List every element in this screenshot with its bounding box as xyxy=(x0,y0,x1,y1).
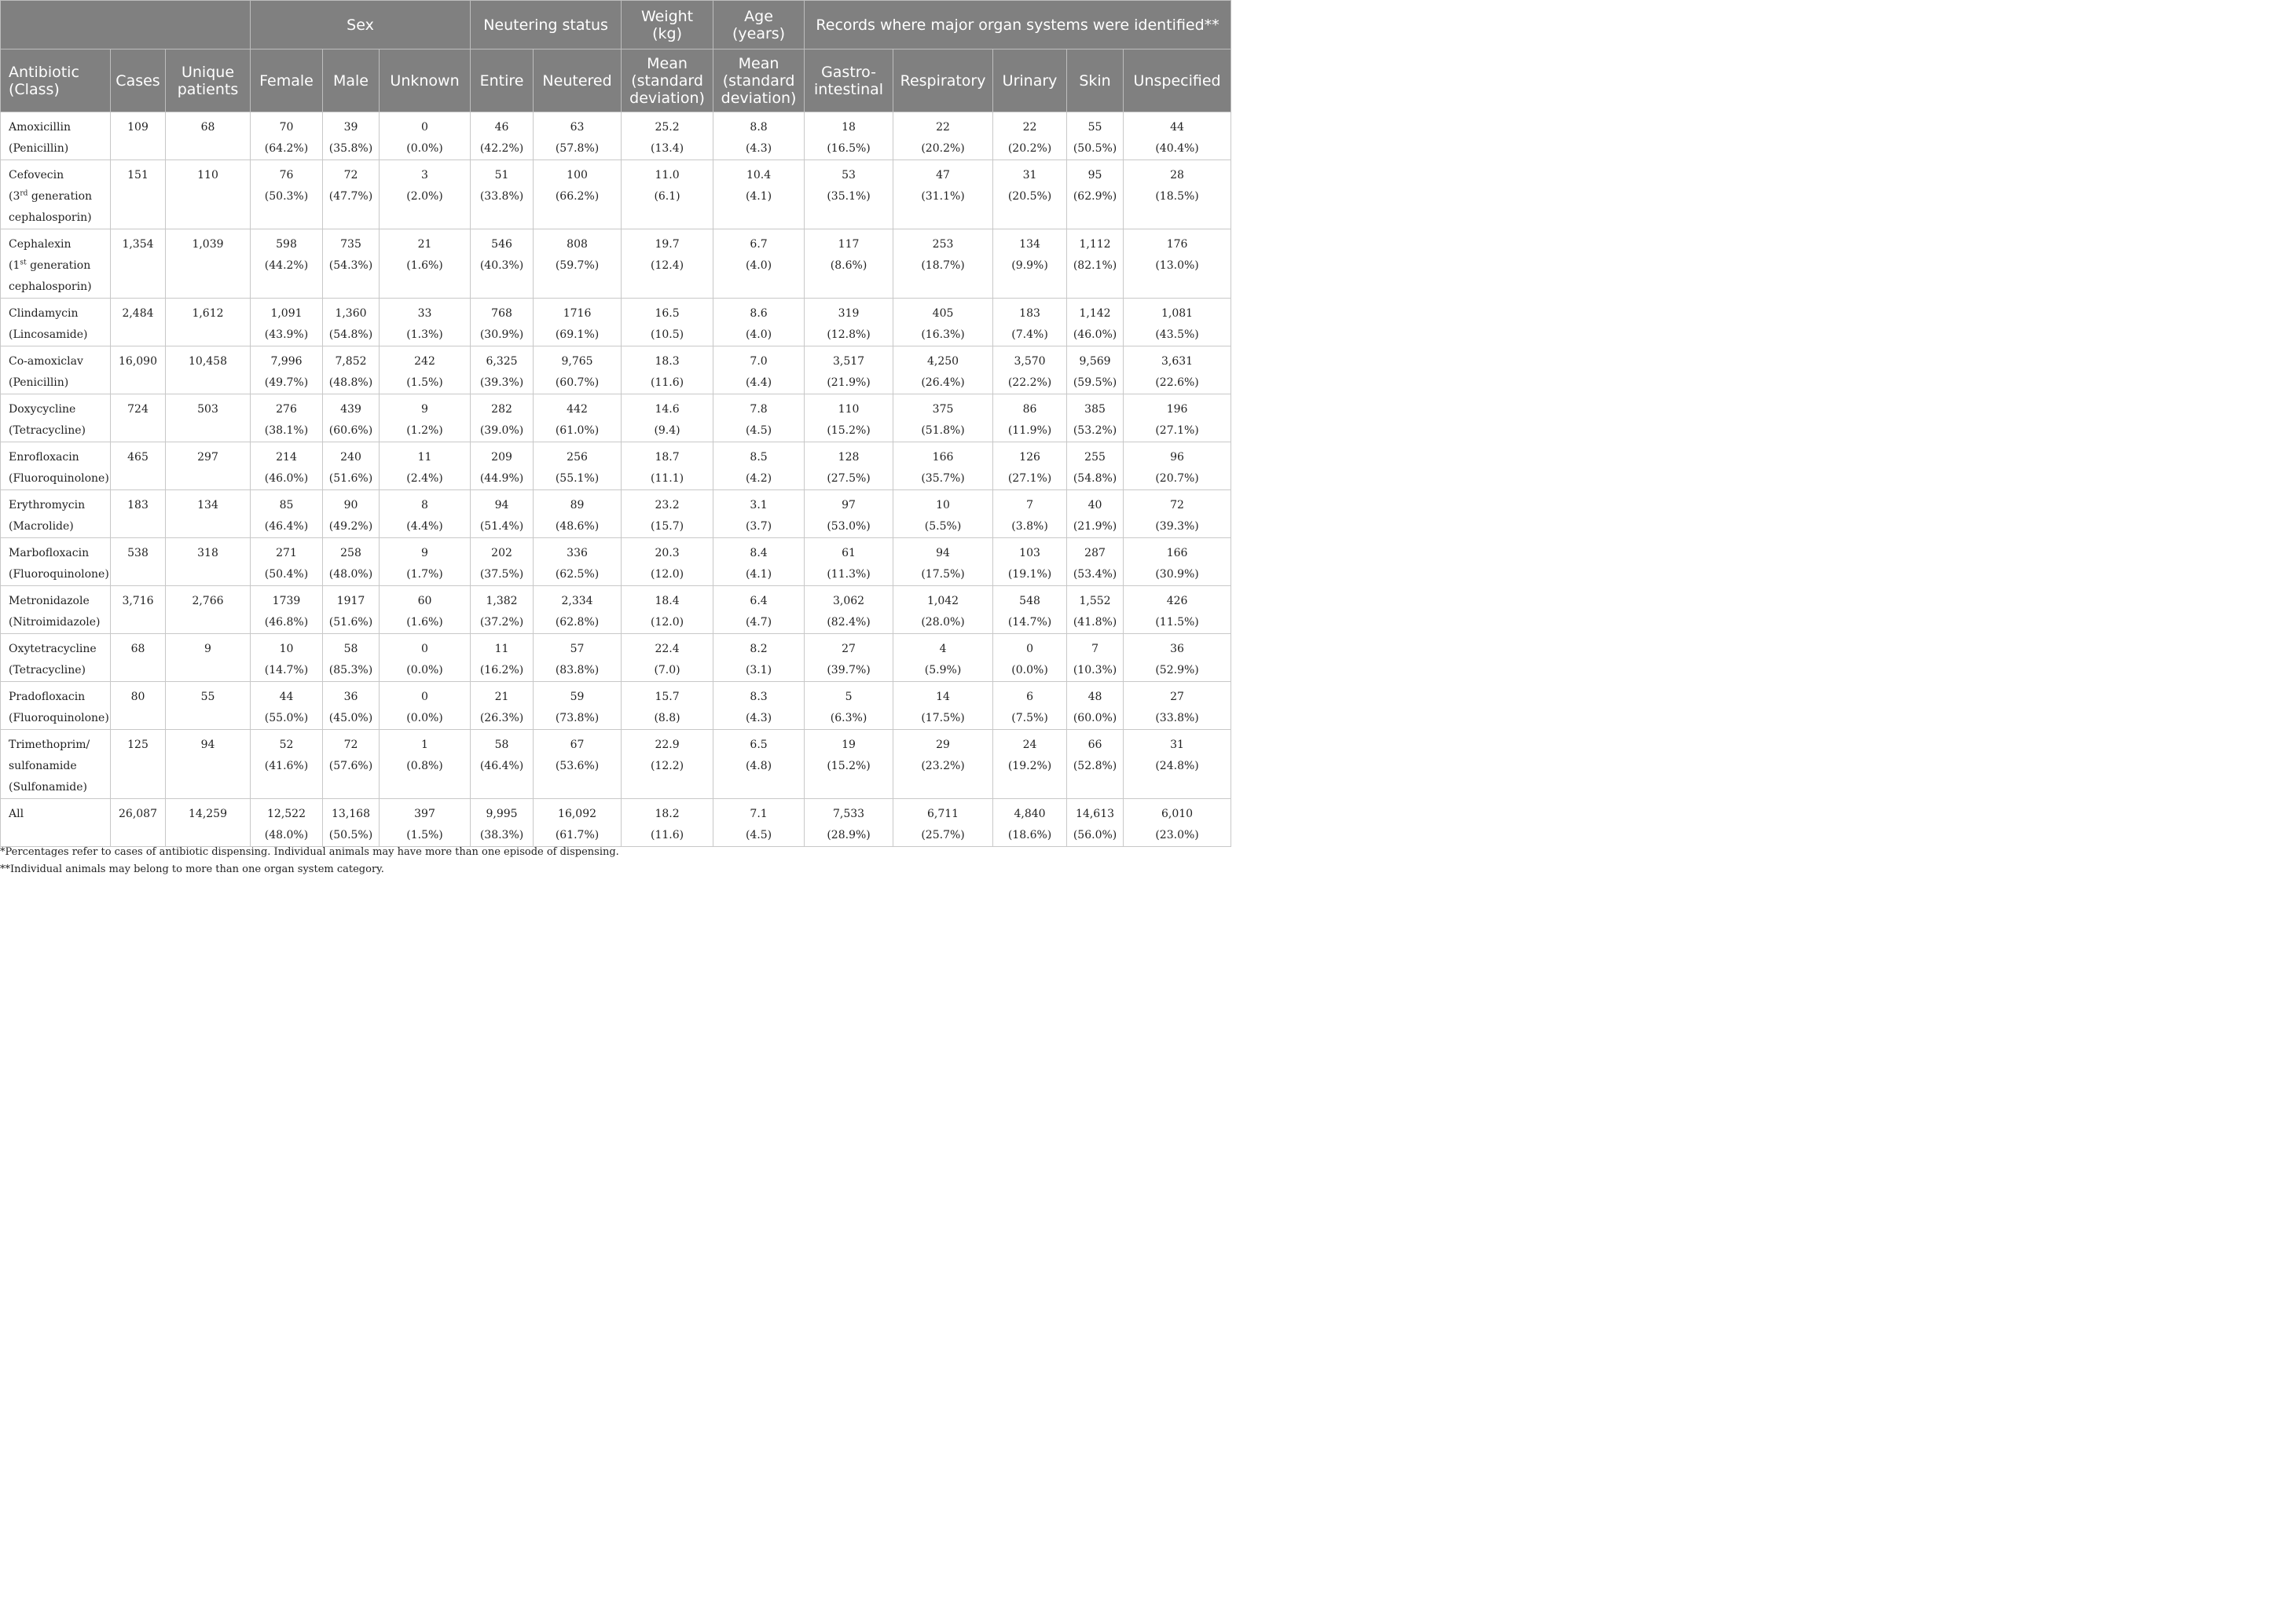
cell-skin: 7 (10.3%) xyxy=(1067,634,1124,682)
header-group-sex: Sex xyxy=(251,1,471,49)
cell-unique-patients: 2,766 xyxy=(166,586,251,634)
cell-antibiotic: Amoxicillin (Penicillin) xyxy=(1,112,111,160)
cell-male: 36 (45.0%) xyxy=(323,682,380,730)
cell-neutered: 2,334 (62.8%) xyxy=(534,586,622,634)
cell-unknown: 8 (4.4%) xyxy=(380,490,471,538)
cell-skin: 1,142 (46.0%) xyxy=(1067,299,1124,346)
cell-entire: 11 (16.2%) xyxy=(471,634,534,682)
cell-skin: 40 (21.9%) xyxy=(1067,490,1124,538)
cell-gi: 18 (16.5%) xyxy=(805,112,893,160)
cell-resp: 405 (16.3%) xyxy=(893,299,993,346)
cell-cases: 125 xyxy=(111,730,166,799)
table-row xyxy=(1,160,1231,229)
cell-urinary: 6 (7.5%) xyxy=(993,682,1067,730)
cell-antibiotic: Trimethoprim/ sulfonamide (Sulfonamide) xyxy=(1,730,111,799)
cell-skin: 14,613 (56.0%) xyxy=(1067,799,1124,847)
cell-unique-patients: 94 xyxy=(166,730,251,799)
cell-female: 44 (55.0%) xyxy=(251,682,323,730)
cell-entire: 202 (37.5%) xyxy=(471,538,534,586)
table-row xyxy=(1,299,1231,346)
cell-entire: 9,995 (38.3%) xyxy=(471,799,534,847)
cell-female: 1739 (46.8%) xyxy=(251,586,323,634)
cell-gi: 319 (12.8%) xyxy=(805,299,893,346)
cell-urinary: 86 (11.9%) xyxy=(993,394,1067,442)
cell-unique-patients: 318 xyxy=(166,538,251,586)
col-weight-mean-sd: Mean (standard deviation) xyxy=(622,49,713,112)
cell-unique-patients: 55 xyxy=(166,682,251,730)
cell-unspec: 166 (30.9%) xyxy=(1124,538,1231,586)
cell-female: 76 (50.3%) xyxy=(251,160,323,229)
cell-neutered: 57 (83.8%) xyxy=(534,634,622,682)
table-row xyxy=(1,586,1231,634)
cell-antibiotic: Co-amoxiclav (Penicillin) xyxy=(1,346,111,394)
cell-unspec: 3,631 (22.6%) xyxy=(1124,346,1231,394)
cell-neutered: 63 (57.8%) xyxy=(534,112,622,160)
cell-gi: 97 (53.0%) xyxy=(805,490,893,538)
cell-antibiotic: Cefovecin (3rd generation cephalosporin) xyxy=(1,160,111,229)
cell-unknown: 3 (2.0%) xyxy=(380,160,471,229)
cell-entire: 1,382 (37.2%) xyxy=(471,586,534,634)
cell-age: 7.1 (4.5) xyxy=(713,799,805,847)
cell-entire: 6,325 (39.3%) xyxy=(471,346,534,394)
cell-resp: 1,042 (28.0%) xyxy=(893,586,993,634)
cell-age: 10.4 (4.1) xyxy=(713,160,805,229)
cell-age: 7.0 (4.4) xyxy=(713,346,805,394)
cell-unknown: 397 (1.5%) xyxy=(380,799,471,847)
cell-cases: 465 xyxy=(111,442,166,490)
header-group-neutering: Neutering status xyxy=(471,1,622,49)
cell-weight: 18.2 (11.6) xyxy=(622,799,713,847)
cell-urinary: 548 (14.7%) xyxy=(993,586,1067,634)
cell-skin: 1,112 (82.1%) xyxy=(1067,229,1124,299)
col-male: Male xyxy=(323,49,380,112)
cell-antibiotic: All xyxy=(1,799,111,847)
cell-neutered: 256 (55.1%) xyxy=(534,442,622,490)
cell-female: 7,996 (49.7%) xyxy=(251,346,323,394)
cell-gi: 128 (27.5%) xyxy=(805,442,893,490)
cell-weight: 22.4 (7.0) xyxy=(622,634,713,682)
cell-unknown: 11 (2.4%) xyxy=(380,442,471,490)
footnote-2: **Individual animals may belong to more than one organ system category. xyxy=(0,863,384,875)
cell-skin: 95 (62.9%) xyxy=(1067,160,1124,229)
cell-cases: 16,090 xyxy=(111,346,166,394)
col-cases: Cases xyxy=(111,49,166,112)
cell-resp: 22 (20.2%) xyxy=(893,112,993,160)
cell-male: 439 (60.6%) xyxy=(323,394,380,442)
cell-female: 1,091 (43.9%) xyxy=(251,299,323,346)
col-female: Female xyxy=(251,49,323,112)
col-respiratory: Respiratory xyxy=(893,49,993,112)
header-group-weight: Weight (kg) xyxy=(622,1,713,49)
table-row xyxy=(1,538,1231,586)
cell-male: 39 (35.8%) xyxy=(323,112,380,160)
cell-resp: 375 (51.8%) xyxy=(893,394,993,442)
cell-antibiotic: Doxycycline (Tetracycline) xyxy=(1,394,111,442)
cell-resp: 47 (31.1%) xyxy=(893,160,993,229)
cell-resp: 4 (5.9%) xyxy=(893,634,993,682)
cell-unknown: 0 (0.0%) xyxy=(380,634,471,682)
cell-resp: 253 (18.7%) xyxy=(893,229,993,299)
cell-resp: 6,711 (25.7%) xyxy=(893,799,993,847)
cell-gi: 5 (6.3%) xyxy=(805,682,893,730)
cell-cases: 1,354 xyxy=(111,229,166,299)
cell-unspec: 96 (20.7%) xyxy=(1124,442,1231,490)
cell-age: 8.4 (4.1) xyxy=(713,538,805,586)
cell-female: 276 (38.1%) xyxy=(251,394,323,442)
cell-male: 1,360 (54.8%) xyxy=(323,299,380,346)
cell-male: 90 (49.2%) xyxy=(323,490,380,538)
cell-female: 52 (41.6%) xyxy=(251,730,323,799)
cell-unspec: 31 (24.8%) xyxy=(1124,730,1231,799)
cell-unspec: 72 (39.3%) xyxy=(1124,490,1231,538)
cell-unique-patients: 297 xyxy=(166,442,251,490)
cell-neutered: 67 (53.6%) xyxy=(534,730,622,799)
cell-male: 58 (85.3%) xyxy=(323,634,380,682)
cell-unknown: 9 (1.2%) xyxy=(380,394,471,442)
cell-age: 6.5 (4.8) xyxy=(713,730,805,799)
cell-resp: 94 (17.5%) xyxy=(893,538,993,586)
cell-resp: 29 (23.2%) xyxy=(893,730,993,799)
cell-age: 8.8 (4.3) xyxy=(713,112,805,160)
cell-urinary: 31 (20.5%) xyxy=(993,160,1067,229)
cell-urinary: 24 (19.2%) xyxy=(993,730,1067,799)
cell-weight: 14.6 (9.4) xyxy=(622,394,713,442)
cell-entire: 21 (26.3%) xyxy=(471,682,534,730)
cell-unknown: 9 (1.7%) xyxy=(380,538,471,586)
table-row xyxy=(1,112,1231,160)
cell-resp: 4,250 (26.4%) xyxy=(893,346,993,394)
ordinal-superscript: st xyxy=(20,258,27,267)
cell-skin: 55 (50.5%) xyxy=(1067,112,1124,160)
cell-entire: 546 (40.3%) xyxy=(471,229,534,299)
cell-cases: 724 xyxy=(111,394,166,442)
table-row xyxy=(1,682,1231,730)
cell-neutered: 89 (48.6%) xyxy=(534,490,622,538)
cell-urinary: 7 (3.8%) xyxy=(993,490,1067,538)
cell-gi: 61 (11.3%) xyxy=(805,538,893,586)
table-row xyxy=(1,490,1231,538)
col-skin: Skin xyxy=(1067,49,1124,112)
col-age-mean-sd: Mean (standard deviation) xyxy=(713,49,805,112)
cell-age: 8.3 (4.3) xyxy=(713,682,805,730)
cell-female: 12,522 (48.0%) xyxy=(251,799,323,847)
cell-entire: 768 (30.9%) xyxy=(471,299,534,346)
table-row xyxy=(1,394,1231,442)
table-row xyxy=(1,730,1231,799)
cell-neutered: 808 (59.7%) xyxy=(534,229,622,299)
cell-male: 1917 (51.6%) xyxy=(323,586,380,634)
cell-neutered: 1716 (69.1%) xyxy=(534,299,622,346)
cell-female: 598 (44.2%) xyxy=(251,229,323,299)
table-row xyxy=(1,634,1231,682)
cell-antibiotic: Pradofloxacin (Fluoroquinolone) xyxy=(1,682,111,730)
cell-entire: 209 (44.9%) xyxy=(471,442,534,490)
cell-unique-patients: 10,458 xyxy=(166,346,251,394)
cell-male: 13,168 (50.5%) xyxy=(323,799,380,847)
cell-unique-patients: 110 xyxy=(166,160,251,229)
cell-antibiotic: Cephalexin (1st generation cephalosporin) xyxy=(1,229,111,299)
cell-weight: 18.7 (11.1) xyxy=(622,442,713,490)
cell-unknown: 242 (1.5%) xyxy=(380,346,471,394)
cell-age: 8.6 (4.0) xyxy=(713,299,805,346)
antibiotic-summary-table xyxy=(0,0,1231,847)
col-unique-patients: Unique patients xyxy=(166,49,251,112)
cell-age: 7.8 (4.5) xyxy=(713,394,805,442)
cell-age: 6.4 (4.7) xyxy=(713,586,805,634)
cell-gi: 3,062 (82.4%) xyxy=(805,586,893,634)
cell-weight: 23.2 (15.7) xyxy=(622,490,713,538)
cell-female: 85 (46.4%) xyxy=(251,490,323,538)
cell-urinary: 3,570 (22.2%) xyxy=(993,346,1067,394)
cell-female: 214 (46.0%) xyxy=(251,442,323,490)
cell-age: 3.1 (3.7) xyxy=(713,490,805,538)
cell-unspec: 6,010 (23.0%) xyxy=(1124,799,1231,847)
cell-gi: 110 (15.2%) xyxy=(805,394,893,442)
cell-unspec: 1,081 (43.5%) xyxy=(1124,299,1231,346)
cell-antibiotic: Enrofloxacin (Fluoroquinolone) xyxy=(1,442,111,490)
cell-female: 271 (50.4%) xyxy=(251,538,323,586)
cell-cases: 68 xyxy=(111,634,166,682)
cell-unknown: 60 (1.6%) xyxy=(380,586,471,634)
col-gastrointestinal: Gastro- intestinal xyxy=(805,49,893,112)
table-row xyxy=(1,799,1231,847)
cell-unique-patients: 14,259 xyxy=(166,799,251,847)
cell-urinary: 4,840 (18.6%) xyxy=(993,799,1067,847)
cell-unique-patients: 134 xyxy=(166,490,251,538)
cell-neutered: 336 (62.5%) xyxy=(534,538,622,586)
cell-skin: 48 (60.0%) xyxy=(1067,682,1124,730)
cell-urinary: 134 (9.9%) xyxy=(993,229,1067,299)
cell-gi: 27 (39.7%) xyxy=(805,634,893,682)
cell-antibiotic: Marbofloxacin (Fluoroquinolone) xyxy=(1,538,111,586)
cell-entire: 58 (46.4%) xyxy=(471,730,534,799)
cell-antibiotic: Oxytetracycline (Tetracycline) xyxy=(1,634,111,682)
cell-unique-patients: 1,612 xyxy=(166,299,251,346)
cell-male: 258 (48.0%) xyxy=(323,538,380,586)
cell-skin: 9,569 (59.5%) xyxy=(1067,346,1124,394)
cell-urinary: 0 (0.0%) xyxy=(993,634,1067,682)
cell-age: 8.5 (4.2) xyxy=(713,442,805,490)
ordinal-superscript: rd xyxy=(20,189,28,198)
cell-unspec: 176 (13.0%) xyxy=(1124,229,1231,299)
cell-age: 6.7 (4.0) xyxy=(713,229,805,299)
table-row xyxy=(1,346,1231,394)
cell-cases: 109 xyxy=(111,112,166,160)
cell-male: 72 (57.6%) xyxy=(323,730,380,799)
cell-male: 7,852 (48.8%) xyxy=(323,346,380,394)
cell-resp: 10 (5.5%) xyxy=(893,490,993,538)
cell-cases: 3,716 xyxy=(111,586,166,634)
cell-neutered: 9,765 (60.7%) xyxy=(534,346,622,394)
cell-neutered: 59 (73.8%) xyxy=(534,682,622,730)
cell-entire: 94 (51.4%) xyxy=(471,490,534,538)
cell-unspec: 36 (52.9%) xyxy=(1124,634,1231,682)
table-row xyxy=(1,229,1231,299)
cell-gi: 7,533 (28.9%) xyxy=(805,799,893,847)
cell-gi: 53 (35.1%) xyxy=(805,160,893,229)
cell-female: 70 (64.2%) xyxy=(251,112,323,160)
cell-male: 735 (54.3%) xyxy=(323,229,380,299)
cell-gi: 3,517 (21.9%) xyxy=(805,346,893,394)
cell-unique-patients: 1,039 xyxy=(166,229,251,299)
cell-neutered: 442 (61.0%) xyxy=(534,394,622,442)
cell-skin: 66 (52.8%) xyxy=(1067,730,1124,799)
cell-resp: 14 (17.5%) xyxy=(893,682,993,730)
cell-unique-patients: 503 xyxy=(166,394,251,442)
cell-cases: 151 xyxy=(111,160,166,229)
cell-weight: 15.7 (8.8) xyxy=(622,682,713,730)
cell-unknown: 1 (0.8%) xyxy=(380,730,471,799)
cell-urinary: 126 (27.1%) xyxy=(993,442,1067,490)
cell-unknown: 0 (0.0%) xyxy=(380,682,471,730)
cell-cases: 538 xyxy=(111,538,166,586)
cell-female: 10 (14.7%) xyxy=(251,634,323,682)
cell-unknown: 0 (0.0%) xyxy=(380,112,471,160)
col-urinary: Urinary xyxy=(993,49,1067,112)
cell-entire: 46 (42.2%) xyxy=(471,112,534,160)
cell-cases: 80 xyxy=(111,682,166,730)
col-antibiotic: Antibiotic (Class) xyxy=(1,49,111,112)
col-unknown: Unknown xyxy=(380,49,471,112)
header-blank xyxy=(1,1,251,49)
col-unspecified: Unspecified xyxy=(1124,49,1231,112)
cell-weight: 18.3 (11.6) xyxy=(622,346,713,394)
cell-unique-patients: 9 xyxy=(166,634,251,682)
header-group-age: Age (years) xyxy=(713,1,805,49)
cell-entire: 282 (39.0%) xyxy=(471,394,534,442)
cell-urinary: 183 (7.4%) xyxy=(993,299,1067,346)
cell-male: 240 (51.6%) xyxy=(323,442,380,490)
cell-unspec: 426 (11.5%) xyxy=(1124,586,1231,634)
cell-unspec: 196 (27.1%) xyxy=(1124,394,1231,442)
cell-weight: 16.5 (10.5) xyxy=(622,299,713,346)
cell-gi: 19 (15.2%) xyxy=(805,730,893,799)
cell-entire: 51 (33.8%) xyxy=(471,160,534,229)
cell-skin: 255 (54.8%) xyxy=(1067,442,1124,490)
footnotes xyxy=(0,844,619,878)
cell-cases: 2,484 xyxy=(111,299,166,346)
table-body xyxy=(1,112,1231,847)
cell-male: 72 (47.7%) xyxy=(323,160,380,229)
col-entire: Entire xyxy=(471,49,534,112)
cell-urinary: 22 (20.2%) xyxy=(993,112,1067,160)
cell-gi: 117 (8.6%) xyxy=(805,229,893,299)
cell-weight: 25.2 (13.4) xyxy=(622,112,713,160)
cell-weight: 20.3 (12.0) xyxy=(622,538,713,586)
cell-weight: 22.9 (12.2) xyxy=(622,730,713,799)
cell-weight: 19.7 (12.4) xyxy=(622,229,713,299)
cell-urinary: 103 (19.1%) xyxy=(993,538,1067,586)
cell-weight: 18.4 (12.0) xyxy=(622,586,713,634)
cell-skin: 385 (53.2%) xyxy=(1067,394,1124,442)
cell-unknown: 33 (1.3%) xyxy=(380,299,471,346)
cell-age: 8.2 (3.1) xyxy=(713,634,805,682)
cell-unknown: 21 (1.6%) xyxy=(380,229,471,299)
cell-resp: 166 (35.7%) xyxy=(893,442,993,490)
footnote-1: *Percentages refer to cases of antibiotic dispensing. Individual animals may have more than one episode of dispensing. xyxy=(0,846,619,858)
header-group-organ: Records where major organ systems were identified** xyxy=(805,1,1231,49)
cell-unspec: 27 (33.8%) xyxy=(1124,682,1231,730)
cell-unspec: 44 (40.4%) xyxy=(1124,112,1231,160)
cell-antibiotic: Clindamycin (Lincosamide) xyxy=(1,299,111,346)
cell-unique-patients: 68 xyxy=(166,112,251,160)
table-row xyxy=(1,442,1231,490)
cell-cases: 26,087 xyxy=(111,799,166,847)
cell-antibiotic: Metronidazole (Nitroimidazole) xyxy=(1,586,111,634)
cell-neutered: 16,092 (61.7%) xyxy=(534,799,622,847)
cell-skin: 1,552 (41.8%) xyxy=(1067,586,1124,634)
col-neutered: Neutered xyxy=(534,49,622,112)
cell-unspec: 28 (18.5%) xyxy=(1124,160,1231,229)
cell-skin: 287 (53.4%) xyxy=(1067,538,1124,586)
cell-cases: 183 xyxy=(111,490,166,538)
cell-antibiotic: Erythromycin (Macrolide) xyxy=(1,490,111,538)
cell-weight: 11.0 (6.1) xyxy=(622,160,713,229)
cell-neutered: 100 (66.2%) xyxy=(534,160,622,229)
